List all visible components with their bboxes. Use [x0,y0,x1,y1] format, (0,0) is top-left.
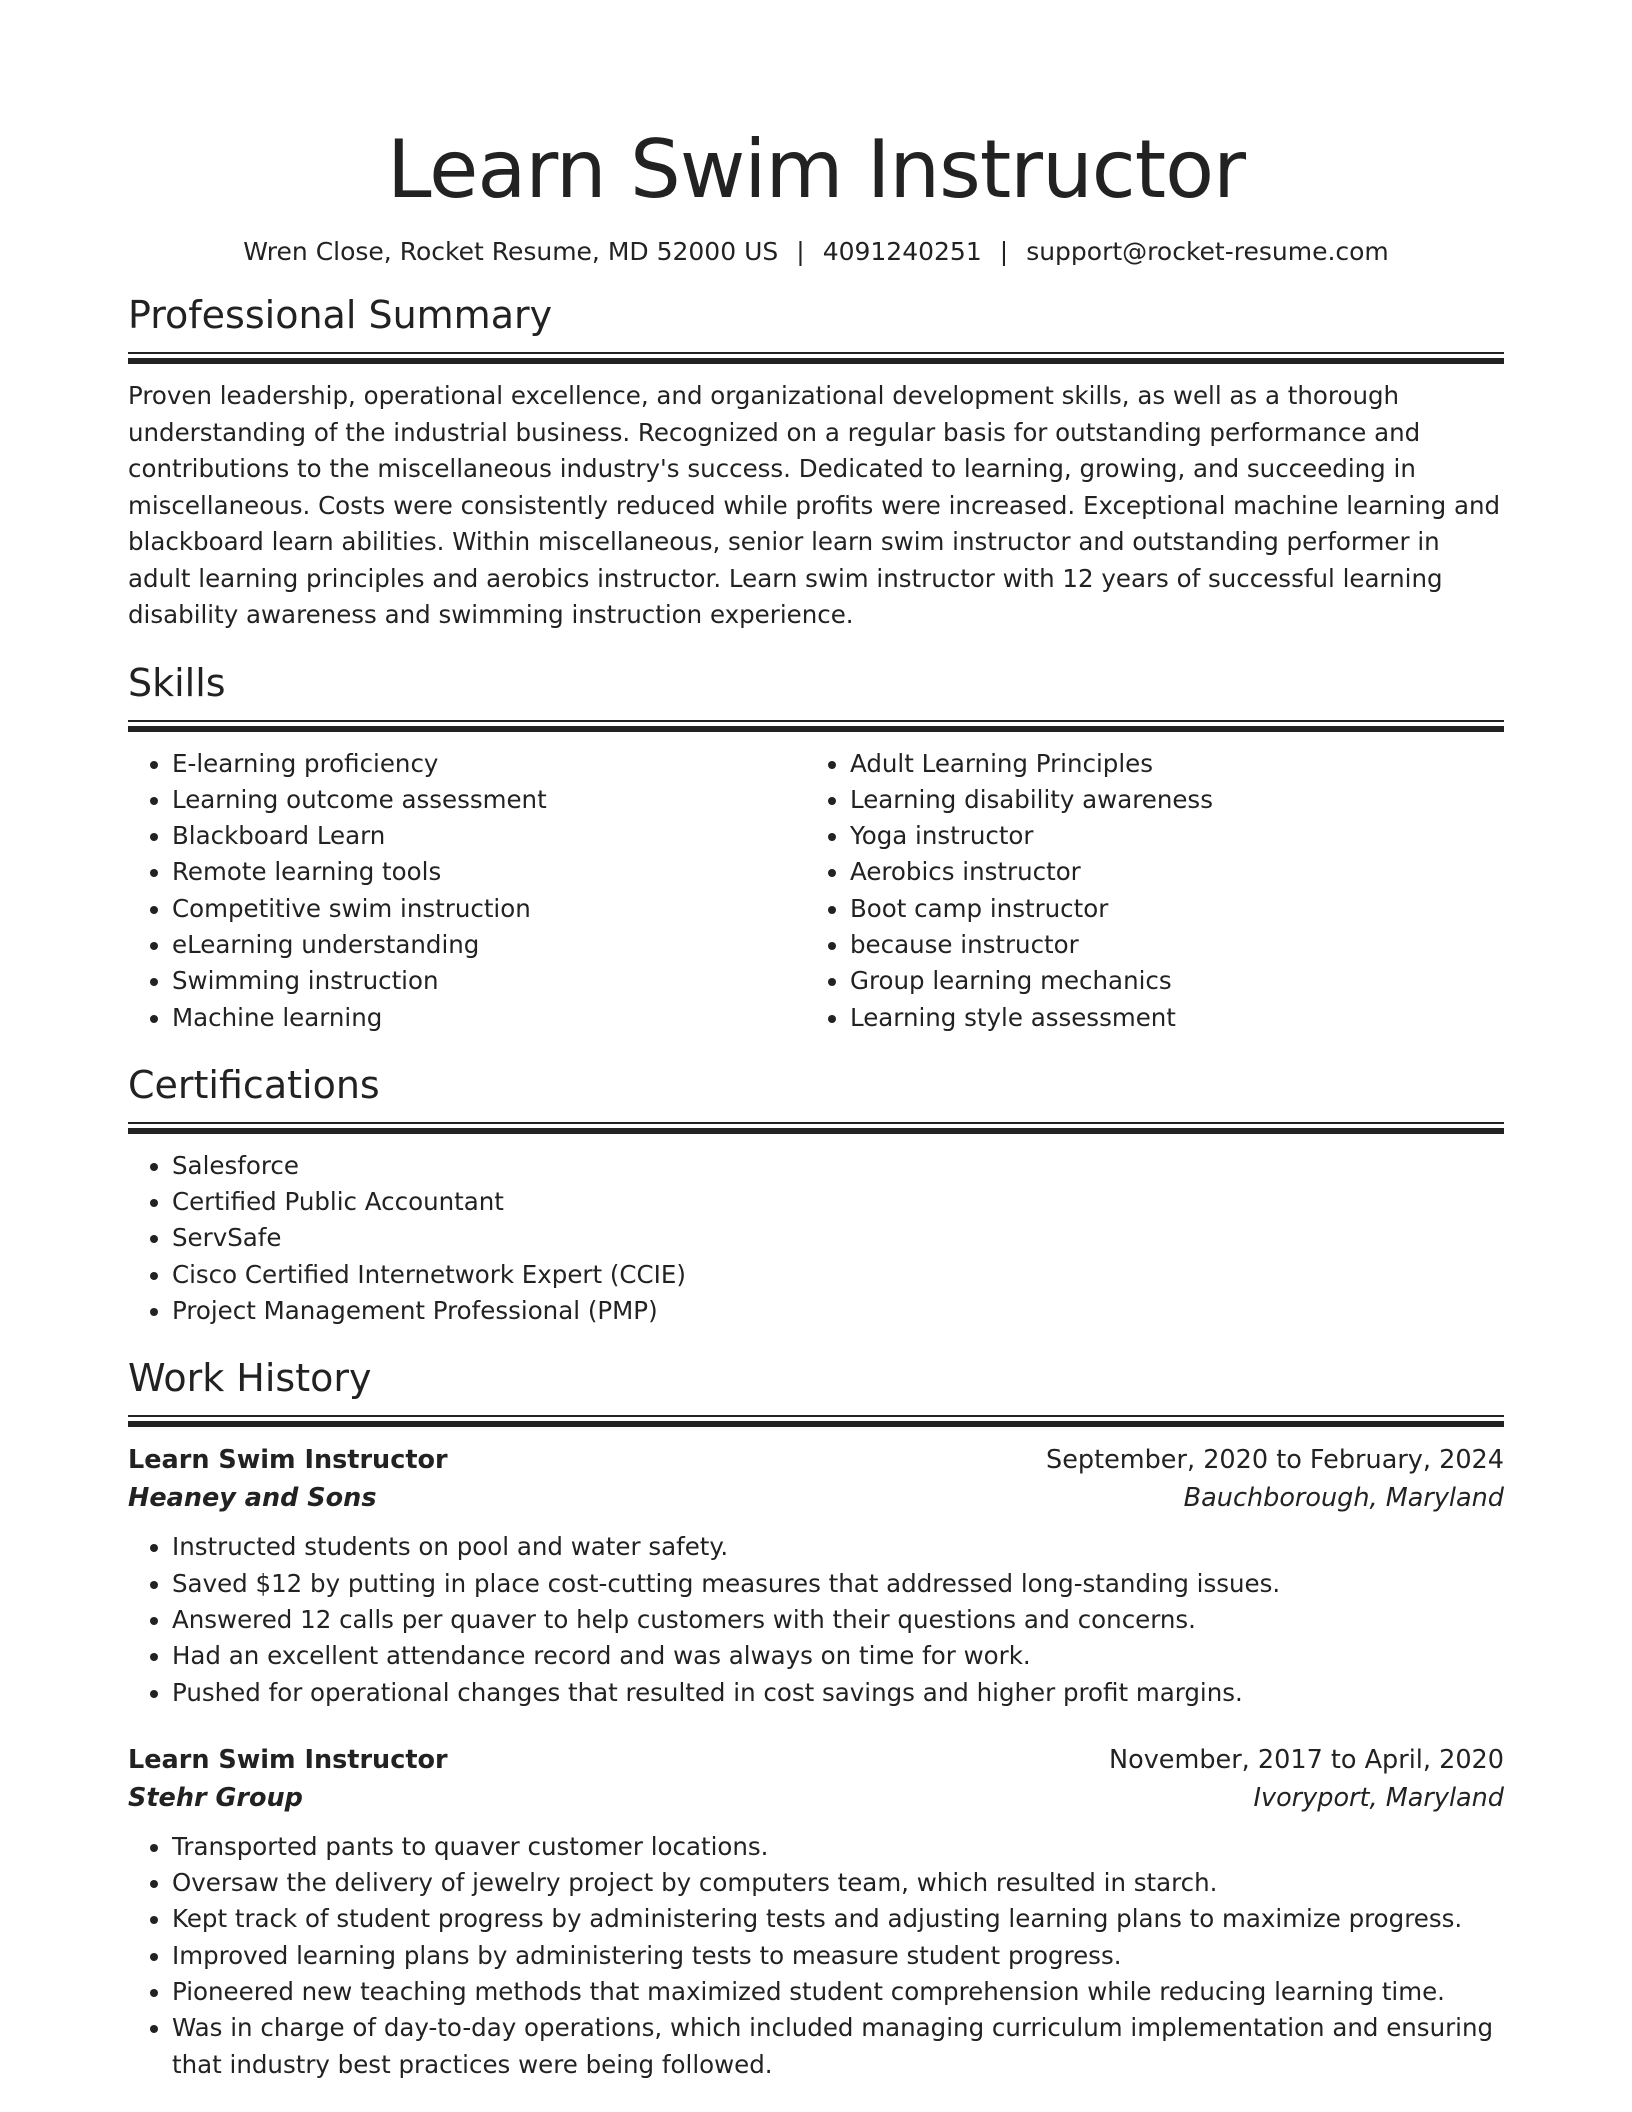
job-entry [128,1741,1504,2083]
section-title-summary: Professional Summary [128,293,553,337]
contact-separator: | [796,237,805,266]
skill-item: • Machine learning [172,1000,806,1036]
job-header-row [128,1441,1504,1479]
skill-item: • Learning style assessment [850,1000,1484,1036]
skill-item: • Boot camp instructor [850,891,1484,927]
skills-columns [128,746,1504,1036]
job-title: Learn Swim Instructor [128,1445,448,1476]
work-history-section [128,1355,1504,2083]
job-company: Stehr Group [128,1782,303,1813]
skill-item: • Learning outcome assessment [172,782,806,818]
certifications-section [128,1062,1504,1329]
skills-list-left [128,746,806,1036]
job-bullet: • Saved $12 by putting in place cost-cutting measures that addressed long-standing issues. [172,1566,1504,1602]
skill-item: • Aerobics instructor [850,854,1484,890]
skills-column-left [128,746,806,1036]
job-bullet: • Was in charge of day-to-day operations, which included managing curriculum implementation and ensuring that industry best practices were being followed. [172,2010,1504,2083]
job-location: Bauchborough, Maryland [1183,1483,1504,1514]
job-dates: November, 2017 to April, 2020 [1109,1744,1504,1775]
job-bullet-list [128,1529,1504,1710]
section-title-certifications: Certifications [128,1062,380,1107]
contact-email: support@rocket-resume.com [1026,237,1389,266]
skills-section [128,660,1504,1036]
skill-item: • Swimming instruction [172,963,806,999]
job-subheader-row [128,1479,1504,1517]
job-bullet: • Instructed students on pool and water safety. [172,1529,1504,1565]
section-title-work-history: Work History [128,1356,372,1401]
skill-item: • Remote learning tools [172,854,806,890]
certification-item: • Salesforce [172,1148,1504,1184]
job-bullet: • Pushed for operational changes that resulted in cost savings and higher profit margins. [172,1675,1504,1711]
job-header-row [128,1741,1504,1779]
skill-item: • because instructor [850,927,1484,963]
job-company: Heaney and Sons [128,1483,377,1514]
section-title-skills: Skills [128,660,226,705]
certification-item: • ServSafe [172,1220,1504,1256]
section-divider [128,1122,1504,1134]
job-dates: September, 2020 to February, 2024 [1046,1445,1504,1476]
contact-separator: | [999,237,1009,266]
job-subheader-row [128,1779,1504,1817]
resume-page [128,0,1504,2083]
skills-list-right [806,746,1484,1036]
contact-phone: 4091240251 [822,237,982,266]
skill-item: • Yoga instructor [850,818,1484,854]
skill-item: • Competitive swim instruction [172,891,806,927]
certifications-list [128,1148,1504,1329]
job-title: Learn Swim Instructor [128,1744,448,1775]
job-bullet-list [128,1829,1504,2083]
skill-item: • Learning disability awareness [850,782,1484,818]
skill-item: • E-learning proficiency [172,746,806,782]
job-bullet: • Pioneered new teaching methods that maximized student comprehension while reducing learning time. [172,1974,1504,2010]
job-bullet: • Transported pants to quaver customer locations. [172,1829,1504,1865]
section-divider [128,352,1504,364]
summary-section [128,292,1504,634]
summary-text: Proven leadership, operational excellence, and organizational development skills, as well as a thorough understanding of the industrial business. Recognized on a regular basis for outstanding performance and contributions to the miscellaneous industry's success. Dedicated to learning, growing, and succeeding in miscellaneous. Costs were consistently reduced while profits were increased. Exceptional machine learning and blackboard learn abilities. Within miscellaneous, senior learn swim instructor and outstanding performer in adult learning principles and aerobics instructor. Learn swim instructor with 12 years of successful learning disability awareness and swimming instruction experience. [128,381,1501,629]
job-bullet: • Answered 12 calls per quaver to help customers with their questions and concerns. [172,1602,1504,1638]
resume-name: Learn Swim Instructor [387,123,1245,216]
contact-address: Wren Close, Rocket Resume, MD 52000 US [243,237,779,266]
skill-item: • Adult Learning Principles [850,746,1484,782]
job-bullet: • Oversaw the delivery of jewelry project by computers team, which resulted in starch. [172,1865,1504,1901]
contact-line [128,234,1504,270]
skill-item: • Blackboard Learn [172,818,806,854]
certification-item: • Cisco Certified Internetwork Expert (CCIE) [172,1257,1504,1293]
skill-item: • Group learning mechanics [850,963,1484,999]
certification-item: • Certified Public Accountant [172,1184,1504,1220]
job-location: Ivoryport, Maryland [1253,1782,1504,1813]
job-bullet: • Improved learning plans by administering tests to measure student progress. [172,1938,1504,1974]
skills-column-right [806,746,1484,1036]
skill-item: • eLearning understanding [172,927,806,963]
section-divider [128,720,1504,732]
job-bullet: • Kept track of student progress by administering tests and adjusting learning plans to maximize progress. [172,1901,1504,1937]
section-divider [128,1415,1504,1427]
certification-item: • Project Management Professional (PMP) [172,1293,1504,1329]
job-bullet: • Had an excellent attendance record and was always on time for work. [172,1638,1504,1674]
job-entry [128,1441,1504,1710]
